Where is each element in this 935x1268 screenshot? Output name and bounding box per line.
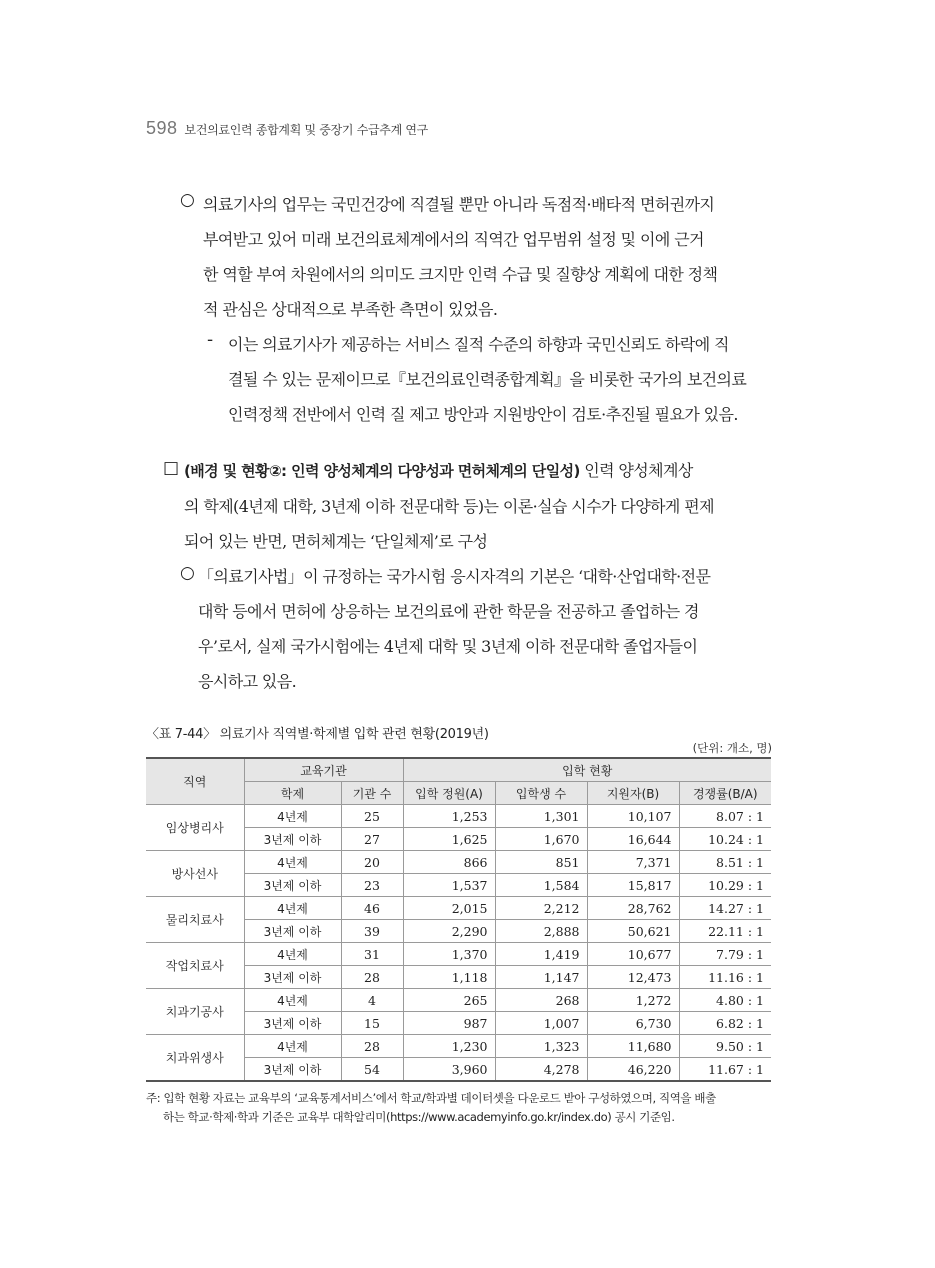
header-quota: 입학 정원(A) xyxy=(403,782,495,805)
cell-competition: 9.50 : 1 xyxy=(679,1035,771,1058)
cell-competition: 11.67 : 1 xyxy=(679,1058,771,1082)
cell-applicants: 50,621 xyxy=(587,920,679,943)
text-line: 응시하고 있음. xyxy=(198,672,297,691)
cell-admitted: 4,278 xyxy=(495,1058,587,1082)
cell-quota: 1,537 xyxy=(403,874,495,897)
note-line: 하는 학교·학제·학과 기준은 교육부 대학알리미(https://www.academyinfo.go.kr/index.do) 공시 기준임. xyxy=(163,1110,675,1124)
section-heading: (배경 및 현황②: 인력 양성체계의 다양성과 면허체계의 단일성) xyxy=(184,462,580,480)
cell-quota: 2,290 xyxy=(403,920,495,943)
cell-competition: 8.51 : 1 xyxy=(679,851,771,874)
cell-competition: 7.79 : 1 xyxy=(679,943,771,966)
cell-admitted: 851 xyxy=(495,851,587,874)
header-admission-group: 입학 현황 xyxy=(403,758,771,782)
cell-admitted: 1,419 xyxy=(495,943,587,966)
text-line: 이는 의료기사가 제공하는 서비스 질적 수준의 하향과 국민신뢰도 하락에 직 xyxy=(228,335,729,354)
paragraph-1 xyxy=(203,187,771,327)
table-note xyxy=(146,1089,716,1127)
cell-scheme: 4년제 xyxy=(244,851,341,874)
header-scheme: 학제 xyxy=(244,782,341,805)
cell-role: 작업치료사 xyxy=(146,943,244,989)
cell-applicants: 12,473 xyxy=(587,966,679,989)
table-row xyxy=(146,805,771,828)
paragraph-2 xyxy=(228,327,771,432)
text-line xyxy=(184,453,774,489)
cell-quota: 265 xyxy=(403,989,495,1012)
cell-institutions: 28 xyxy=(341,966,403,989)
cell-institutions: 20 xyxy=(341,851,403,874)
table-row xyxy=(146,897,771,920)
cell-competition: 4.80 : 1 xyxy=(679,989,771,1012)
square-bullet-icon: □ xyxy=(163,458,180,478)
cell-admitted: 1,670 xyxy=(495,828,587,851)
cell-role: 방사선사 xyxy=(146,851,244,897)
cell-role: 임상병리사 xyxy=(146,805,244,851)
cell-applicants: 11,680 xyxy=(587,1035,679,1058)
cell-scheme: 4년제 xyxy=(244,943,341,966)
cell-applicants: 16,644 xyxy=(587,828,679,851)
cell-applicants: 1,272 xyxy=(587,989,679,1012)
cell-quota: 866 xyxy=(403,851,495,874)
text-line: 결될 수 있는 문제이므로『보건의료인력종합계획』을 비롯한 국가의 보건의료 xyxy=(228,370,747,389)
cell-admitted: 1,007 xyxy=(495,1012,587,1035)
admission-table xyxy=(146,757,771,1082)
cell-applicants: 6,730 xyxy=(587,1012,679,1035)
table-row xyxy=(146,943,771,966)
header-role: 직역 xyxy=(146,758,244,805)
table-row xyxy=(146,989,771,1012)
header-applicants: 지원자(B) xyxy=(587,782,679,805)
table-body xyxy=(146,805,771,1082)
page-number: 598 xyxy=(146,118,178,138)
cell-scheme: 4년제 xyxy=(244,1035,341,1058)
text-line: 인력정책 전반에서 인력 질 제고 방안과 지원방안이 검토·추진될 필요가 있음. xyxy=(228,405,738,424)
cell-applicants: 7,371 xyxy=(587,851,679,874)
paragraph-3 xyxy=(184,453,774,559)
cell-institutions: 28 xyxy=(341,1035,403,1058)
cell-admitted: 1,584 xyxy=(495,874,587,897)
cell-scheme: 3년제 이하 xyxy=(244,966,341,989)
cell-institutions: 15 xyxy=(341,1012,403,1035)
circle-bullet-icon: ○ xyxy=(180,190,195,210)
cell-applicants: 10,677 xyxy=(587,943,679,966)
header-institutions: 기관 수 xyxy=(341,782,403,805)
cell-applicants: 28,762 xyxy=(587,897,679,920)
cell-role: 치과기공사 xyxy=(146,989,244,1035)
text-line: 부여받고 있어 미래 보건의료체계에서의 직역간 업무범위 설정 및 이에 근거 xyxy=(203,230,704,249)
cell-quota: 1,370 xyxy=(403,943,495,966)
cell-quota: 1,230 xyxy=(403,1035,495,1058)
table-unit: (단위: 개소, 명) xyxy=(692,741,772,755)
text-line: 의료기사의 업무는 국민건강에 직결될 뿐만 아니라 독점적·배타적 면허권까지 xyxy=(203,195,715,214)
cell-quota: 987 xyxy=(403,1012,495,1035)
cell-competition: 8.07 : 1 xyxy=(679,805,771,828)
cell-admitted: 2,212 xyxy=(495,897,587,920)
cell-competition: 6.82 : 1 xyxy=(679,1012,771,1035)
table-row xyxy=(146,1035,771,1058)
cell-competition: 14.27 : 1 xyxy=(679,897,771,920)
cell-scheme: 3년제 이하 xyxy=(244,828,341,851)
cell-institutions: 31 xyxy=(341,943,403,966)
cell-quota: 1,625 xyxy=(403,828,495,851)
cell-institutions: 54 xyxy=(341,1058,403,1082)
header-competition: 경쟁률(B/A) xyxy=(679,782,771,805)
cell-scheme: 3년제 이하 xyxy=(244,920,341,943)
note-line: 주: 입학 현황 자료는 교육부의 ‘교육통계서비스’에서 학교/학과별 데이터셋을 다운로드 받아 구성하였으며, 직역을 배출 xyxy=(146,1091,716,1105)
cell-quota: 1,253 xyxy=(403,805,495,828)
cell-applicants: 46,220 xyxy=(587,1058,679,1082)
cell-institutions: 25 xyxy=(341,805,403,828)
header-admitted: 입학생 수 xyxy=(495,782,587,805)
dash-bullet-icon: - xyxy=(207,330,214,350)
cell-applicants: 10,107 xyxy=(587,805,679,828)
cell-scheme: 4년제 xyxy=(244,989,341,1012)
cell-admitted: 1,323 xyxy=(495,1035,587,1058)
running-title: 보건의료인력 종합계획 및 중장기 수급추계 연구 xyxy=(184,123,428,137)
cell-admitted: 1,301 xyxy=(495,805,587,828)
cell-scheme: 3년제 이하 xyxy=(244,1012,341,1035)
text-line: 한 역할 부여 차원에서의 의미도 크지만 인력 수급 및 질향상 계획에 대한 정책 xyxy=(203,265,718,284)
cell-role: 물리치료사 xyxy=(146,897,244,943)
circle-bullet-icon: ○ xyxy=(180,563,195,583)
text-line: 의 학제(4년제 대학, 3년제 이하 전문대학 등)는 이론·실습 시수가 다양하게 편제 xyxy=(184,497,714,516)
heading-continuation: 인력 양성체계상 xyxy=(579,461,693,480)
cell-admitted: 1,147 xyxy=(495,966,587,989)
text-line: 적 관심은 상대적으로 부족한 측면이 있었음. xyxy=(203,300,498,319)
text-line: 대학 등에서 면허에 상응하는 보건의료에 관한 학문을 전공하고 졸업하는 경 xyxy=(198,602,699,621)
cell-institutions: 39 xyxy=(341,920,403,943)
cell-scheme: 3년제 이하 xyxy=(244,1058,341,1082)
cell-institutions: 27 xyxy=(341,828,403,851)
cell-scheme: 4년제 xyxy=(244,897,341,920)
table-row xyxy=(146,851,771,874)
cell-quota: 1,118 xyxy=(403,966,495,989)
cell-competition: 10.29 : 1 xyxy=(679,874,771,897)
cell-quota: 2,015 xyxy=(403,897,495,920)
cell-admitted: 2,888 xyxy=(495,920,587,943)
text-line: 되어 있는 반면, 면허체계는 ‘단일체제’로 구성 xyxy=(184,532,488,551)
text-line: 우’로서, 실제 국가시험에는 4년제 대학 및 3년제 이하 전문대학 졸업자들이 xyxy=(198,637,698,656)
cell-scheme: 3년제 이하 xyxy=(244,874,341,897)
cell-applicants: 15,817 xyxy=(587,874,679,897)
cell-institutions: 23 xyxy=(341,874,403,897)
running-header xyxy=(146,118,428,139)
cell-role: 치과위생사 xyxy=(146,1035,244,1082)
header-institution-group: 교육기관 xyxy=(244,758,403,782)
table-caption: 〈표 7-44〉 의료기사 직역별·학제별 입학 관련 현황(2019년) xyxy=(146,727,489,742)
cell-institutions: 4 xyxy=(341,989,403,1012)
text-line: 「의료기사법」이 규정하는 국가시험 응시자격의 기본은 ‘대학·산업대학·전문 xyxy=(198,567,711,586)
cell-competition: 22.11 : 1 xyxy=(679,920,771,943)
cell-institutions: 46 xyxy=(341,897,403,920)
cell-quota: 3,960 xyxy=(403,1058,495,1082)
cell-admitted: 268 xyxy=(495,989,587,1012)
cell-scheme: 4년제 xyxy=(244,805,341,828)
paragraph-4 xyxy=(198,559,771,699)
cell-competition: 10.24 : 1 xyxy=(679,828,771,851)
cell-competition: 11.16 : 1 xyxy=(679,966,771,989)
